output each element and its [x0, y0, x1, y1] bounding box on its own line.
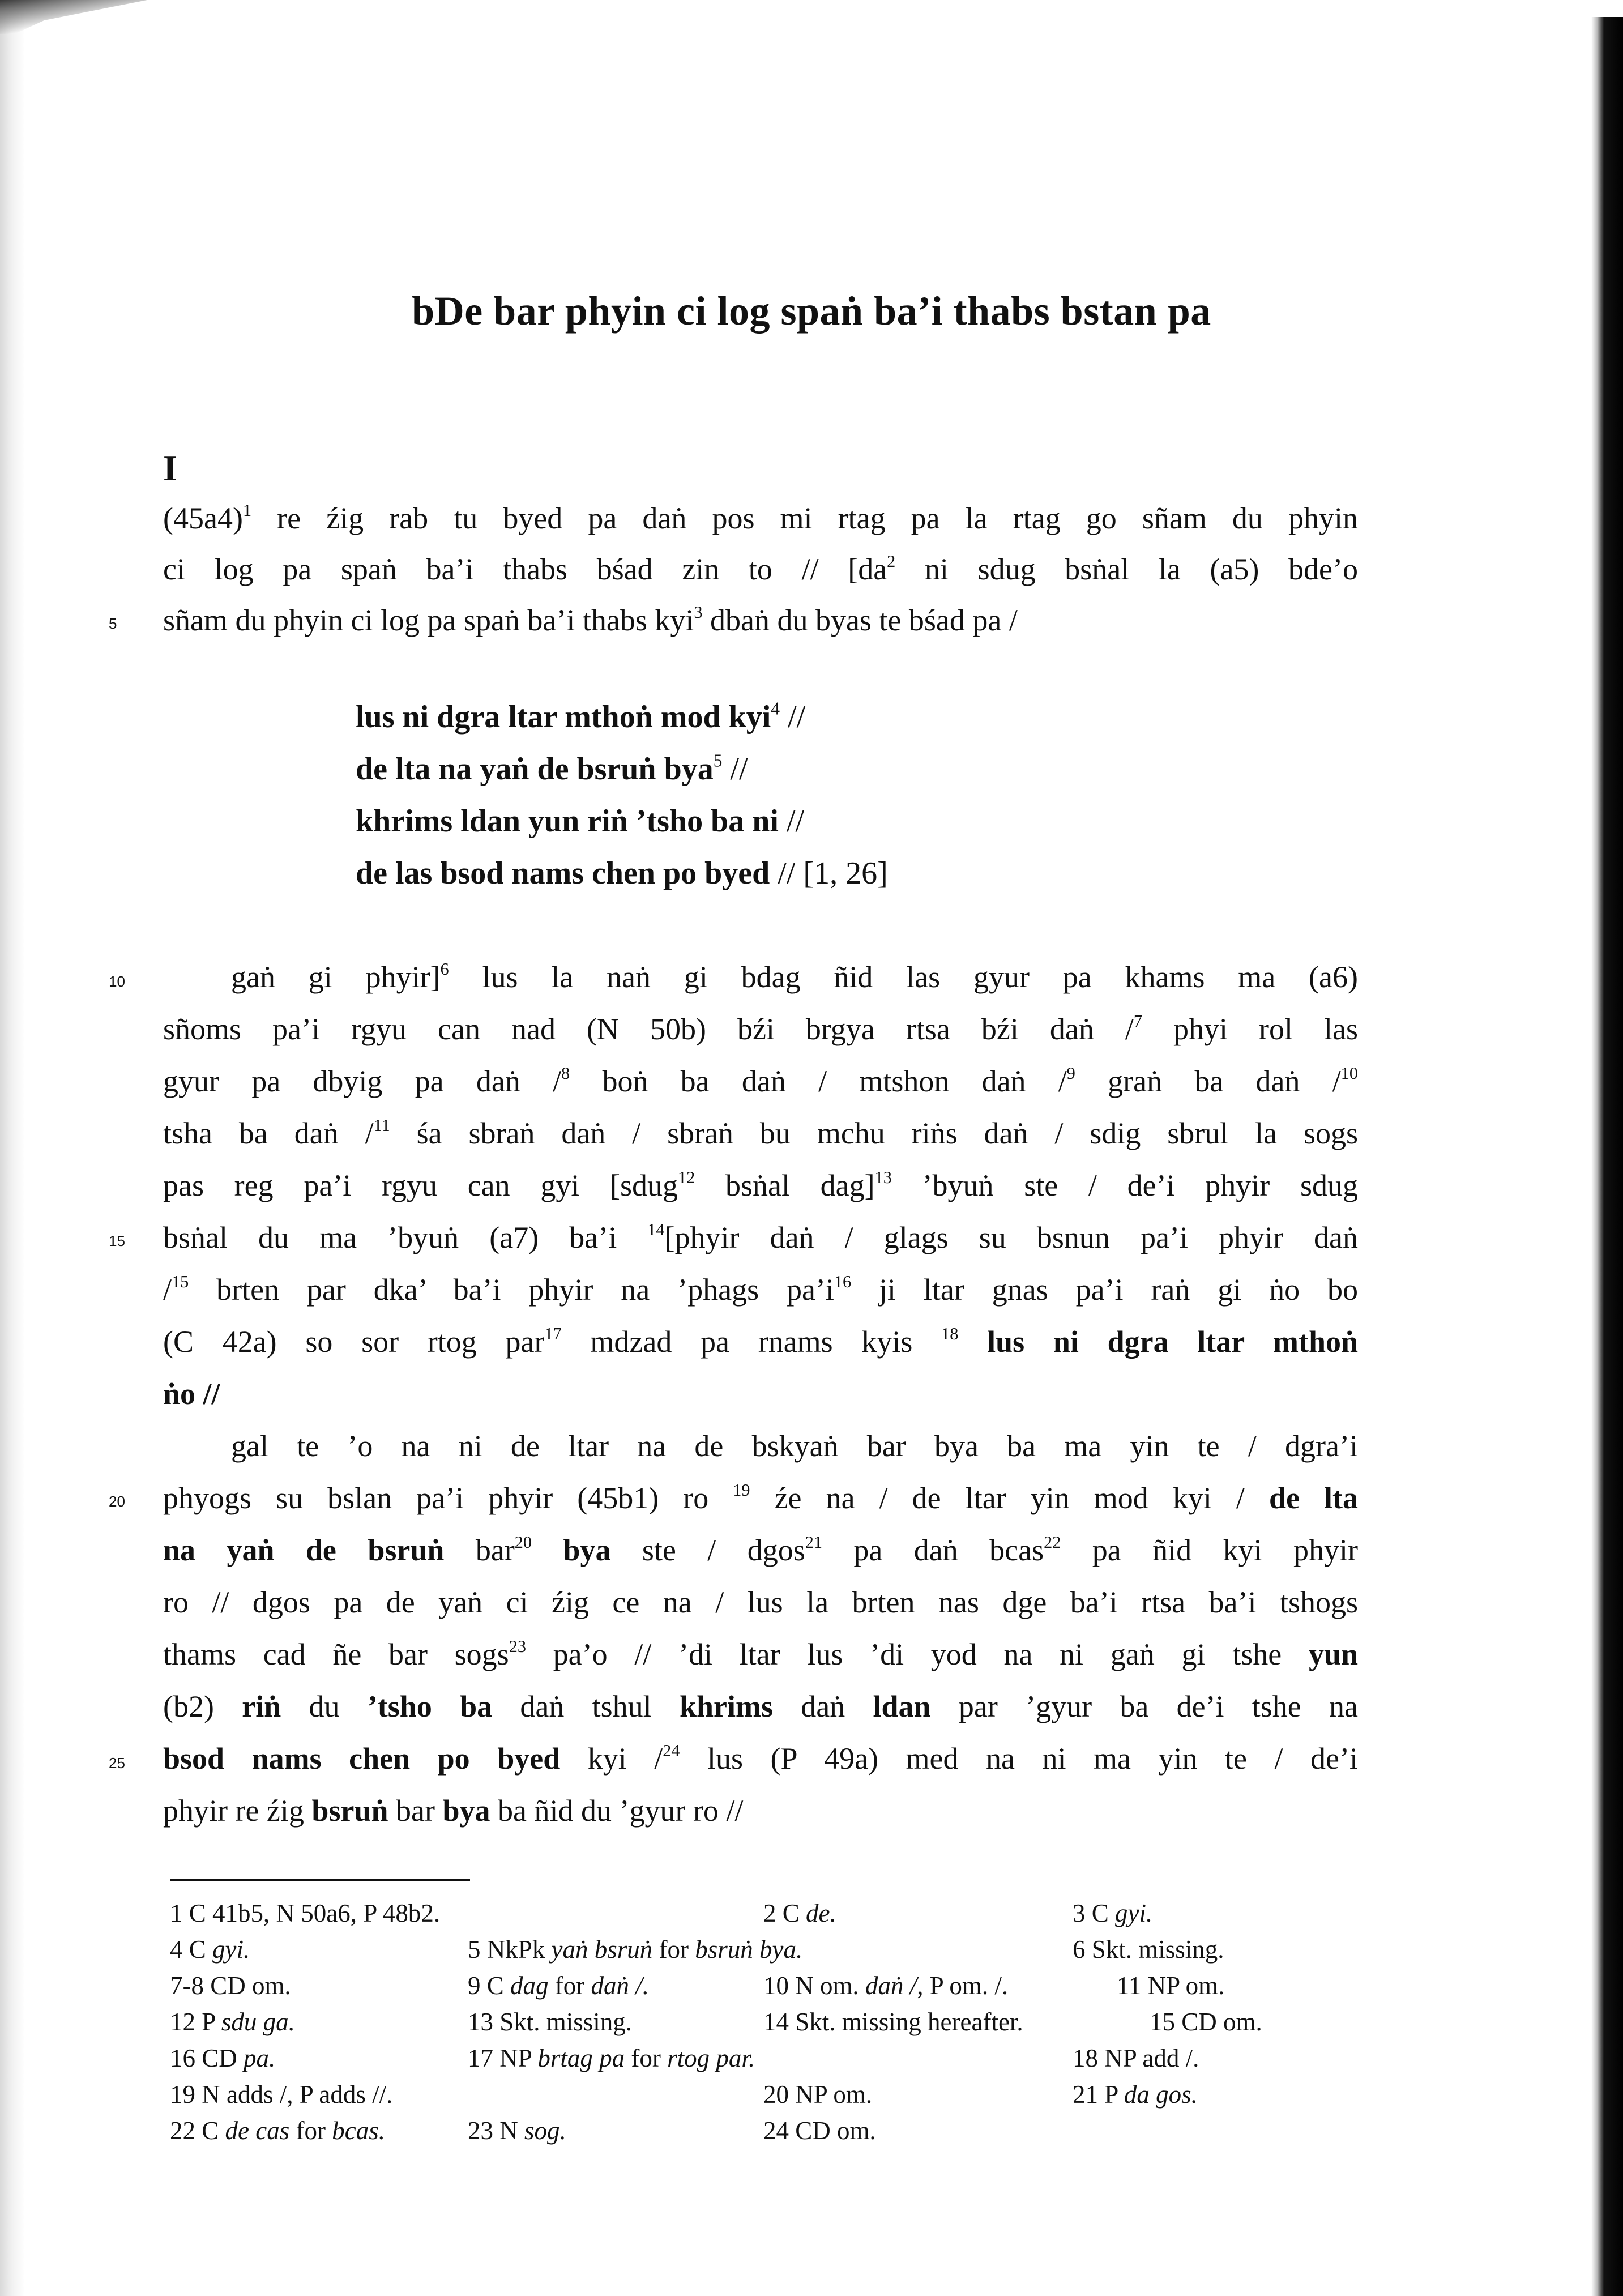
verse-line-4: de las bsod nams chen po byed // [1, 26] [356, 856, 888, 891]
footnote-2: 2 C de. [763, 1899, 836, 1927]
footnote-4: 4 C gyi. [170, 1935, 250, 1964]
footnote-22: 22 C de cas for bcas. [170, 2116, 385, 2145]
scan-corner-artifact [0, 0, 147, 34]
footnote-12: 12 P sdu ga. [170, 2008, 295, 2036]
footnote-24: 24 CD om. [763, 2116, 876, 2145]
text-line-14: pas reg pa’i rgyu can gyi [sdug$^{12}$ bsṅal dag]$^{13}$ ’byuṅ ste / de’i phyir sdug [163, 1168, 1358, 1202]
text-line-19: gal te ’o na ni de ltar na de bskyaṅ bar bya ba ma yin te / dgra’i [231, 1429, 1358, 1463]
page-title: bDe bar phyin ci log spaṅ ba’i thabs bstan pa [412, 288, 1211, 334]
text-line-25: bsod nams chen po byed kyi /$^{24}$ lus (P 49a) med na ni ma yin te / de’i [163, 1741, 1358, 1776]
text-line-15: bsṅal du ma ’byuṅ (a7) ba’i $^{14}$[phyir daṅ / glags su bsnun pa’i phyir daṅ [163, 1220, 1359, 1254]
text-line-1: $(45a4)^1$ re źig rab tu byed pa daṅ pos mi rtag pa la rtag go sñam du phyin [163, 501, 1358, 535]
footnote-21: 21 P da gos. [1073, 2080, 1198, 2109]
text-line-26: phyir re źig bsruṅ bar bya ba ñid du ’gyur ro // [163, 1794, 744, 1828]
text-line-18: ṅo // [163, 1377, 220, 1411]
footnote-16: 16 CD pa. [170, 2044, 276, 2072]
footnote-18: 18 NP add /. [1073, 2044, 1199, 2072]
verse-line-3: khrims ldan yun riṅ ’tsho ba ni // [356, 804, 805, 839]
text-line-11: sñoms pa’i rgyu can nad (N 50b) bźi brgya rtsa bźi daṅ /$^7$ phyi rol las [163, 1012, 1358, 1046]
text-line-3: sñam du phyin ci log pa spaṅ ba’i thabs kyi$^3$ dbaṅ du byas te bśad pa / [163, 603, 1018, 637]
line-number-15: 15 [109, 1232, 125, 1249]
text-line-16: /$^{15}$ brten par dka’ ba’i phyir na ’phags $pa’i^{16}$ ji ltar gnas pa’i raṅ gi ṅo bo [163, 1272, 1358, 1307]
footnote-6: 6 Skt. missing. [1073, 1935, 1224, 1964]
text-line-12: gyur pa dbyig pa daṅ /$^8$ boṅ ba daṅ / mtshon daṅ /$^9$ graṅ ba daṅ /$^{10}$ [163, 1064, 1358, 1098]
footnote-11: 11 NP om. [1117, 1971, 1225, 2000]
text-line-23: thams cad ñe bar sogs$^{23}$ pa’o // ’di ltar lus ’di yod na ni gaṅ gi tshe yun [163, 1637, 1359, 1671]
footnote-20: 20 NP om. [763, 2080, 873, 2109]
scan-right-edge [1591, 17, 1623, 2296]
footnote-7-8: 7-8 CD om. [170, 1971, 291, 2000]
footnote-15: 15 CD om. [1150, 2008, 1262, 2036]
footnote-17: 17 NP brtag pa for rtog par. [468, 2044, 755, 2072]
line-number-25: 25 [109, 1755, 125, 1772]
text-line-2: ci log pa spaṅ ba’i thabs bśad zin to // [$da^2$ ni sdug bsṅal la (a5) bde’o [163, 552, 1358, 586]
text-line-24: (b2) riṅ du ’tsho ba daṅ tshul khrims daṅ ldan par ’gyur ba de’i tshe na [163, 1689, 1359, 1723]
footnote-23: 23 N sog. [468, 2116, 566, 2145]
footnote-rule [170, 1879, 470, 1881]
text-line-13: tsha ba daṅ /$^{11}$ śa sbraṅ daṅ / sbraṅ bu mchu riṅs daṅ / sdig sbrul la sogs [163, 1116, 1358, 1150]
footnote-10: 10 N om. daṅ /, P om. /. [763, 1971, 1009, 2000]
text-line-10: gaṅ gi phyir]$^6$ lus la naṅ gi bdag ñid las gyur pa khams ma (a6) [231, 959, 1358, 994]
section-numeral: I [163, 448, 177, 488]
line-number-10: 10 [109, 973, 125, 990]
verse-line-1: lus ni dgra ltar mthoṅ mod kyi$^4$ // [356, 698, 806, 735]
footnote-3: 3 C gyi. [1073, 1899, 1153, 1927]
footnote-13: 13 Skt. missing. [468, 2008, 633, 2036]
text-line-22: ro // dgos pa de yaṅ ci źig ce na / lus la brten nas dge ba’i rtsa ba’i tshogs [163, 1585, 1358, 1619]
text-line-17: (C 42a) so sor rtog par$^{17}$ mdzad pa rnams kyis $^{18}$ lus ni dgra ltar mthoṅ [163, 1324, 1359, 1359]
footnote-1: 1 C 41b5, N 50a6, P 48b2. [170, 1899, 441, 1927]
text-line-20: phyogs su bslan pa’i phyir (45b1) ro $^{19}$ źe na / de ltar yin mod kyi / de lta [163, 1480, 1358, 1515]
footnote-19: 19 N adds /, P adds //. [170, 2080, 393, 2109]
scan-left-edge [0, 0, 25, 2296]
verse-line-2: de lta na yaṅ de bsruṅ bya$^5$ // [356, 750, 748, 787]
text-line-21: na yaṅ de bsruṅ bar$^{20}$ bya ste / dgos$^{21}$ pa daṅ bcas$^{22}$ pa ñid kyi phyir [163, 1533, 1358, 1567]
line-number-20: 20 [109, 1493, 125, 1510]
line-number-5: 5 [109, 615, 117, 632]
footnote-9: 9 C dag for daṅ /. [468, 1971, 650, 2000]
footnote-5: 5 NkPk yaṅ bsruṅ for bsruṅ bya. [468, 1935, 803, 1964]
footnote-14: 14 Skt. missing hereafter. [763, 2008, 1023, 2036]
